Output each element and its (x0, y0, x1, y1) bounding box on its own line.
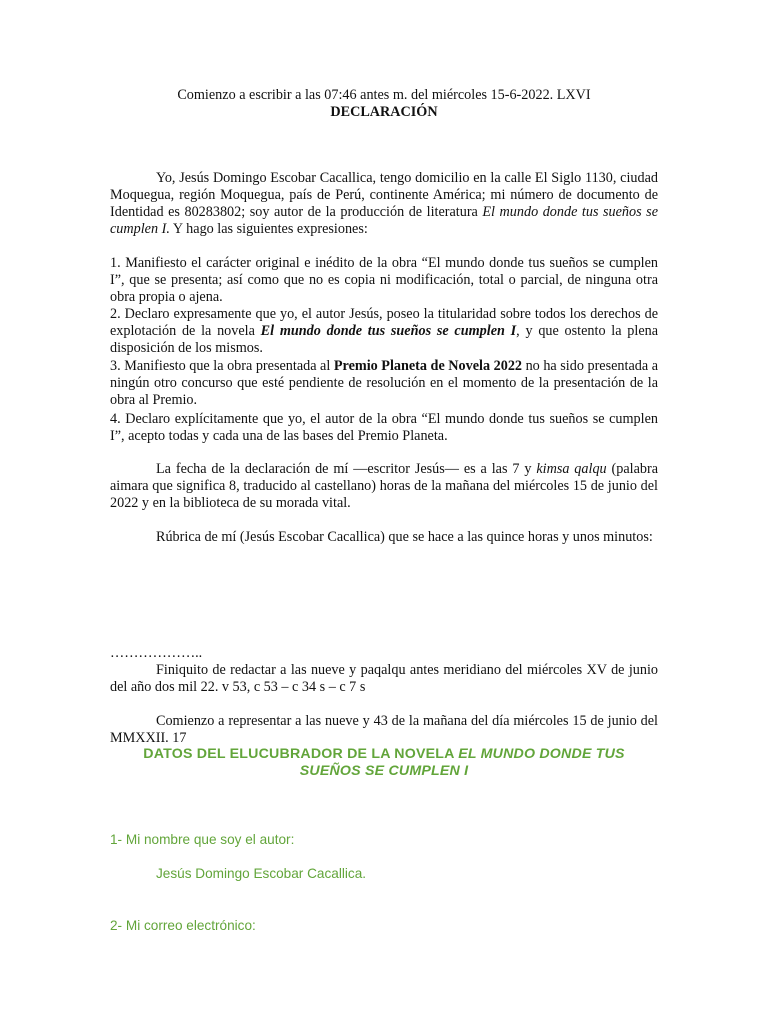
author-data-heading: DATOS DEL ELUCUBRADOR DE LA NOVELA EL MUNDO DONDE TUS SUEÑOS SE CUMPLEN I (143, 746, 625, 779)
work-title-bold: El mundo donde tus sueños se cumplen I (260, 323, 517, 339)
item-4: 4. Declaro explícitamente que yo, el autor de la obra “El mundo donde tus sueños se cumplen I”, acepto todas y cada una de las bases del Premio Planeta. (110, 411, 658, 444)
finish-paragraph: Finiquito de redactar a las nueve y paqalqu antes meridiano del miércoles XV de junio del año dos mil 22. v 53, c 53 – c 34 s – c 7 s (110, 662, 658, 695)
work-title: El mundo donde tus sueños se cumplen I. (110, 204, 658, 237)
question-1-label: 1- Mi nombre que soy el autor: (110, 832, 295, 847)
intro-paragraph: Yo, Jesús Domingo Escobar Cacallica, tengo domicilio en la calle El Siglo 1130, ciudad Moquegua, región Moquegua, país de Perú, continente América; mi número de documento de Identidad es 80283802; soy autor de la producción de literatura El mundo donde tus sueños se cumplen I. Y hago las siguientes expresiones: (110, 170, 658, 237)
item-1: 1. Manifiesto el carácter original e inédito de la obra “El mundo donde tus sueños se cumplen I”, que se presenta; así como que no es copia ni modificación, total o parcial, de ninguna otra obra propia o ajena. (110, 255, 658, 305)
rubric-paragraph: Rúbrica de mí (Jesús Escobar Cacallica) que se hace a las quince horas y unos minutos: (156, 529, 653, 545)
page-title: DECLARACIÓN (330, 104, 438, 120)
start-line: Comienzo a escribir a las 07:46 antes m. del miércoles 15-6-2022. LXVI (177, 87, 591, 103)
aymara-word: kimsa qalqu (536, 461, 607, 477)
signature-dots: ……………….. (110, 645, 203, 661)
date-paragraph: La fecha de la declaración de mí —escritor Jesús— es a las 7 y kimsa qalqu (palabra aimara que significa 8, traducido al castellano) horas de la mañana del miércoles 15 de junio del 2022 y en la biblioteca de su morada vital. (110, 461, 658, 511)
question-2-label: 2- Mi correo electrónico: (110, 918, 256, 933)
item-3: 3. Manifiesto que la obra presentada al Premio Planeta de Novela 2022 no ha sido presentada a ningún otro concurso que esté pendiente de resolución en el momento de la presentación de la obra al Premio. (110, 358, 659, 408)
represent-paragraph: Comienzo a representar a las nueve y 43 de la mañana del día miércoles 15 de junio del MMXXII. 17 (110, 713, 658, 746)
author-name: Jesús Domingo Escobar Cacallica. (156, 866, 367, 881)
item-2: 2. Declaro expresamente que yo, el autor Jesús, poseo la titularidad sobre todos los derechos de explotación de la novela El mundo donde tus sueños se cumplen I, y que ostento la plena disposición de los mismos. (110, 306, 659, 356)
prize-name: Premio Planeta de Novela 2022 (333, 358, 523, 374)
